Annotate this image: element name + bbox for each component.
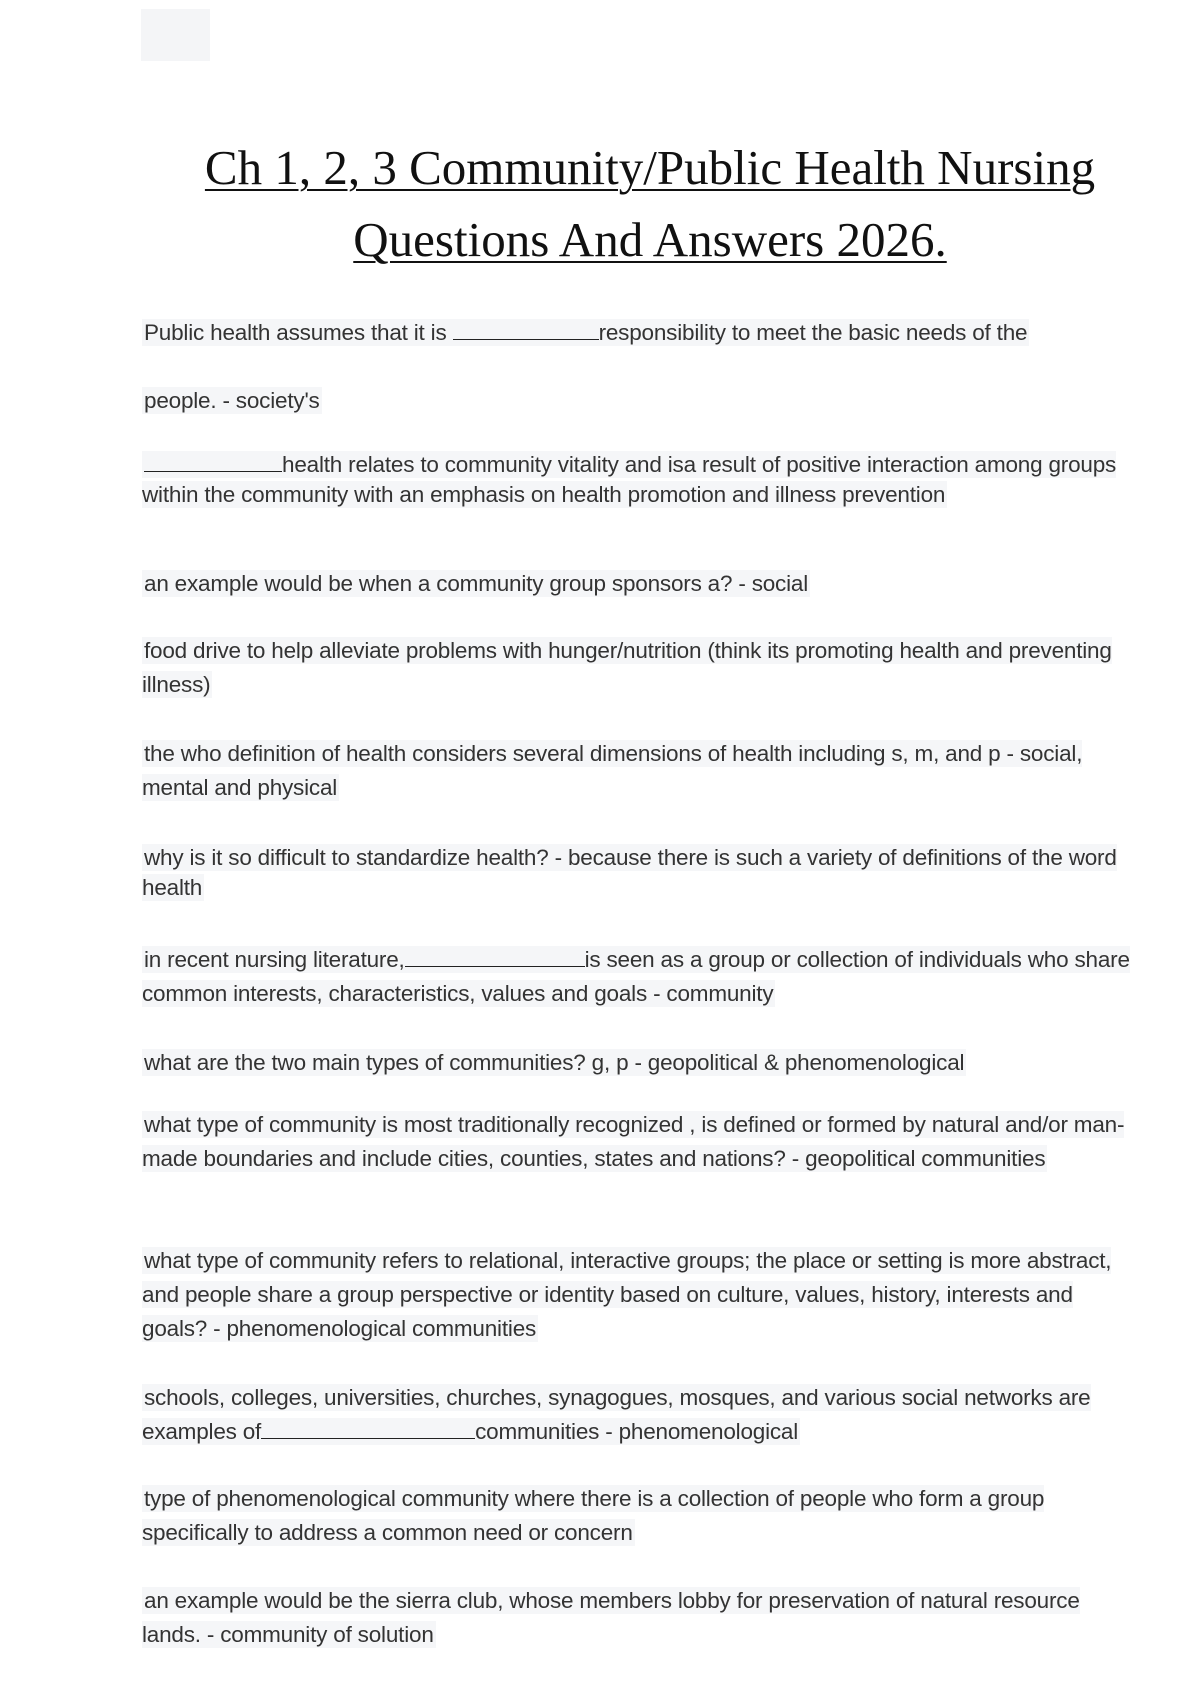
qa-text: what type of community refers to relational, interactive groups; the place or setting is more abstract, and people share a group perspective or identity based on culture, values, history, interests and goals? - phenomenological communities bbox=[142, 1248, 1112, 1341]
qa-text: type of phenomenological community where there is a collection of people who form a group specifically to address a common need or concern bbox=[142, 1486, 1045, 1545]
corner-placeholder bbox=[141, 9, 210, 61]
qa-text: is seen as a group or collection of individuals who share common interests, characteristics, values and goals - community bbox=[142, 947, 1130, 1006]
qa-item bbox=[142, 737, 1142, 805]
qa-text: the who definition of health considers several dimensions of health including s, m, and p - social, mental and physical bbox=[142, 741, 1083, 800]
qa-text: schools, colleges, universities, churches, synagogues, mosques, and various social networks are examples of bbox=[142, 1385, 1091, 1444]
document-title bbox=[150, 132, 1150, 276]
title-line-1: Ch 1, 2, 3 Community/Public Health Nursing bbox=[204, 140, 1096, 195]
answer-blank bbox=[144, 449, 282, 472]
answer-blank bbox=[261, 1416, 475, 1439]
qa-text: an example would be when a community group sponsors a? - social bbox=[144, 571, 809, 596]
qa-item bbox=[142, 1244, 1142, 1346]
qa-item bbox=[142, 1108, 1142, 1176]
qa-item bbox=[142, 843, 1142, 903]
qa-item bbox=[142, 567, 1142, 601]
qa-text: what are the two main types of communities? g, p - geopolitical & phenomenological bbox=[144, 1050, 965, 1075]
qa-text: an example would be the sierra club, whose members lobby for preservation of natural resource lands. - community of solution bbox=[142, 1588, 1080, 1647]
qa-text: communities - phenomenological bbox=[475, 1419, 799, 1444]
qa-text: Public health assumes that it is bbox=[144, 320, 447, 345]
qa-item bbox=[142, 1046, 1142, 1080]
qa-item bbox=[142, 1381, 1142, 1449]
qa-text: in recent nursing literature, bbox=[144, 947, 405, 972]
qa-item bbox=[142, 449, 1142, 510]
qa-text: why is it so difficult to standardize health? - because there is such a variety of definitions of the word health bbox=[142, 845, 1117, 900]
qa-text: what type of community is most traditionally recognized , is defined or formed by natural and/or man-made boundaries and include cities, counties, states and nations? - geopolitical communities bbox=[142, 1112, 1125, 1171]
qa-text: health relates to community vitality and isa result of positive interaction among groups within the community with an emphasis on health promotion and illness prevention bbox=[142, 452, 1117, 507]
qa-item bbox=[142, 1584, 1142, 1652]
qa-text: responsibility to meet the basic needs of the bbox=[598, 320, 1028, 345]
answer-blank bbox=[405, 944, 585, 967]
qa-item bbox=[142, 316, 1142, 350]
qa-item bbox=[142, 634, 1142, 702]
title-line-2: Questions And Answers 2026. bbox=[353, 212, 947, 267]
qa-item bbox=[142, 384, 1142, 418]
qa-text: people. - society's bbox=[144, 388, 320, 413]
answer-blank bbox=[453, 317, 599, 340]
qa-item bbox=[142, 943, 1142, 1011]
qa-text: food drive to help alleviate problems with hunger/nutrition (think its promoting health and preventing illness) bbox=[142, 638, 1112, 697]
qa-item bbox=[142, 1482, 1142, 1550]
